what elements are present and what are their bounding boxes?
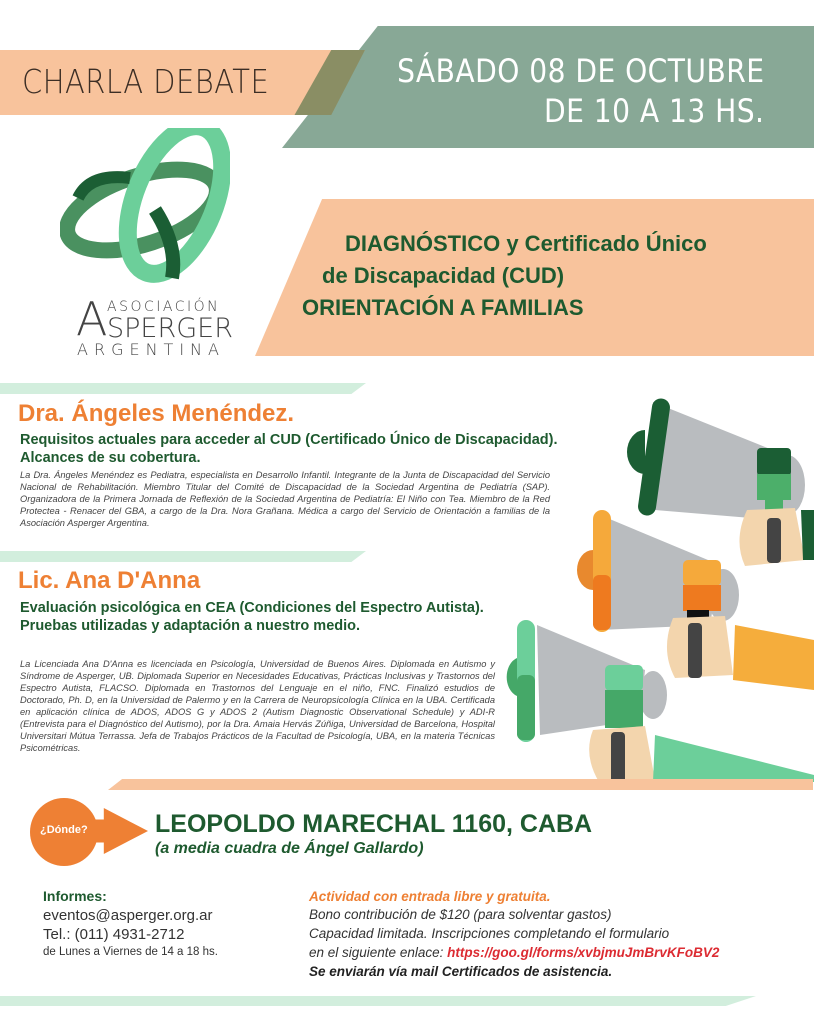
speaker-name: Lic. Ana D'Anna (18, 567, 201, 594)
contact-email-link[interactable]: eventos@asperger.org.ar (43, 907, 213, 924)
speaker-name: Dra. Ángeles Menéndez. (18, 400, 295, 427)
speaker-topic: Requisitos actuales para acceder al CUD (Certificado Único de Discapacidad). Alcances de su cobertura. (20, 432, 558, 466)
divider (0, 383, 366, 394)
megaphones-hands-icon (505, 390, 814, 790)
topic-line-3: ORIENTACIÓN A FAMILIAS (302, 295, 584, 320)
logo-asperger: SPERGER (107, 313, 233, 344)
capacity-note: Capacidad limitada. Inscripciones completando el formulario (309, 926, 670, 941)
speaker-bio: La Licenciada Ana D'Anna es licenciada en Psicología, Universidad de Buenos Aires. Diplomada en Autismo y Síndrome de Asperger, UB. Diplomada Superior en Necesidades Educativas, Prácticas Inclusivas y Trastornos del Espectro Autista, FLACSO. Diplomada en Trastornos del Lenguaje en el niño, FNC. Finalizó estudios de Doctorado, Ph. D, en la Universidad de Palermo y en la Carrera de Neuropsicología Clínica en la UBA. Certificada en aplicación clínica de ADOS, ADOS G y ADOS 2 (Autism Diagnostic Observational Schedule) y ADI-R (Entrevista para el Diagnóstico del Autismo), por la Dra. Amaia Hervás Zúñiga, Universidad de Barcelona, Hospital Universitari Mútua Terrassa. Jefa de Trabajos Prácticos de la Facultad de Psicología, UBA, en la materia Técnicas Psicométricas. (20, 659, 495, 753)
divider (0, 551, 366, 562)
certificates-note: Se enviarán vía mail Certificados de asistencia. (309, 964, 613, 979)
contribution-note: Bono contribución de $120 (para solventar gastos) (309, 907, 612, 922)
free-entry-note: Actividad con entrada libre y gratuita. (309, 889, 551, 904)
event-time: DE 10 A 13 HS. (543, 92, 764, 130)
info-heading: Informes: (43, 888, 107, 904)
speaker-topic: Evaluación psicológica en CEA (Condiciones del Espectro Autista). Pruebas utilizadas y adaptación a nuestro medio. (20, 600, 484, 634)
contact-hours: de Lunes a Viernes de 14 a 18 hs. (43, 946, 218, 958)
interlinked-rings-icon (60, 128, 230, 298)
logo-argentina: ARGENTINA (77, 340, 225, 359)
speaker-bio: La Dra. Ángeles Menéndez es Pediatra, especialista en Desarrollo Infantil. Integrante de la Junta de Discapacidad del Servicio Nacional de Rehabilitación. Miembro Titular del Comité de Discapacidad de la Sociedad Argentina de Pediatría (SAP). Organizadora de la Primera Jornada de Reflexión de la Sociedad Argentina de Pediatría: El Niño con Tea. Miembro de la Red Protectea - Renacer del GBA, a cargo de la Dra. Nora Grañana. Médica a cargo del Servicio de Orientación a familias de la Asociación Asperger Argentina. (20, 470, 550, 528)
event-date: SÁBADO 08 DE OCTUBRE (396, 52, 764, 90)
registration-line (309, 945, 719, 960)
topic-line-1: DIAGNÓSTICO y Certificado Único (345, 231, 707, 256)
logo-asociacion: ASOCIACIÓN (107, 299, 221, 315)
where-label: ¿Dónde? (40, 824, 88, 836)
registration-form-link[interactable]: https://goo.gl/forms/xvbjmuJmBrvKFoBV2 (447, 945, 720, 960)
venue-note: (a media cuadra de Ángel Gallardo) (155, 840, 424, 857)
divider (0, 996, 756, 1006)
link-prefix: en el siguiente enlace: (309, 945, 448, 960)
venue-address: LEOPOLDO MARECHAL 1160, CABA (155, 810, 593, 838)
logo-initial: A (76, 292, 108, 346)
event-type-title: CHARLA DEBATE (22, 62, 270, 101)
contact-phone: Tel.: (011) 4931-2712 (43, 926, 185, 943)
divider (108, 779, 813, 790)
topic-line-2: de Discapacidad (CUD) (322, 263, 565, 288)
